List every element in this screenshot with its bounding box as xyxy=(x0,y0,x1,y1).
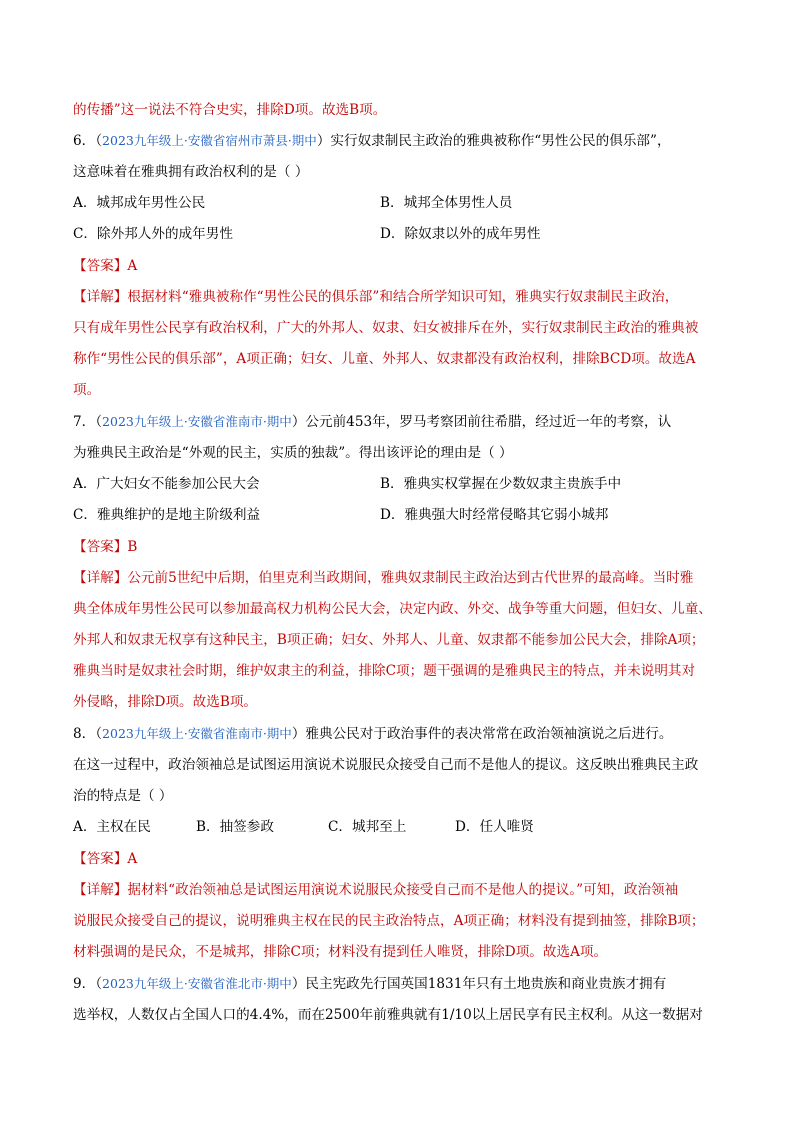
question-6-stem: 6．（2023九年级上·安徽省宿州市萧县·期中）实行奴隶制民主政治的雅典被称作“男性公民的俱乐部”， xyxy=(73,133,671,149)
question-6-stem-line2: 这意味着在雅典拥有政治权利的是（ ） xyxy=(73,164,309,180)
question-7-stem-line2: 为雅典民主政治是“外观的民主，实质的独裁”。得出该评论的理由是（ ） xyxy=(73,445,513,461)
question-source-link[interactable]: 2023九年级上·安徽省淮北市·期中 xyxy=(102,976,292,991)
question-source-link[interactable]: 2023九年级上·安徽省宿州市萧县·期中 xyxy=(102,133,317,148)
question-6-option-a: A．城邦成年男性公民 xyxy=(73,195,206,211)
question-6-option-b: B．城邦全体男性人员 xyxy=(380,195,513,211)
question-6-option-c: C．除外邦人外的成年男性 xyxy=(73,226,233,242)
question-7-option-b: B．雅典实权掌握在少数奴隶主贵族手中 xyxy=(380,476,622,492)
question-7-explanation: 外邦人和奴隶无权享有这种民主，B项正确；妇女、外邦人、儿童、奴隶都不能参加公民大会，排除A项； xyxy=(73,632,705,648)
question-7-explanation: 典全体成年男性公民可以参加最高权力机构公民大会，决定内政、外交、战争等重大问题，但妇女、儿童、 xyxy=(73,601,712,617)
question-number: 9．（ xyxy=(73,976,103,992)
question-number: 8．（ xyxy=(73,726,103,742)
question-8-option-d: D．任人唯贤 xyxy=(455,819,534,835)
question-7-option-a: A．广大妇女不能参加公民大会 xyxy=(73,476,260,492)
question-6-explanation: 称作“男性公民的俱乐部”，A项正确；妇女、儿童、外邦人、奴隶都没有政治权利，排除BCD项。故选A xyxy=(73,351,696,367)
question-7-stem: 7．（2023九年级上·安徽省淮南市·期中）公元前453年，罗马考察团前往希腊，经过近一年的考察，认 xyxy=(73,414,672,430)
question-7-explanation: 外侵略，排除D项。故选B项。 xyxy=(73,694,258,710)
question-8-answer: 【答案】A xyxy=(73,851,138,867)
question-9-stem: 9．（2023九年级上·安徽省淮北市·期中）民主宪政先行国英国1831年只有土地贵族和商业贵族才拥有 xyxy=(73,976,667,992)
question-8-stem-line2: 在这一过程中，政治领袖总是试图运用演说术说服民众接受自己而不是他人的提议。这反映出雅典民主政 xyxy=(73,757,699,773)
question-9-stem-line2: 选举权，人数仅占全国人口的4.4%，而在2500年前雅典就有1/10以上居民享有民主权利。从这一数据对 xyxy=(73,1007,703,1023)
prev-explanation-tail: 的传播”这一说法不符合史实，排除D项。故选B项。 xyxy=(73,102,387,118)
question-7-option-c: C．雅典维护的是地主阶级利益 xyxy=(73,507,261,523)
question-6-explanation: 项。 xyxy=(73,382,101,398)
question-8-explanation: 材料强调的是民众，不是城邦，排除C项；材料没有提到任人唯贤，排除D项。故选A项。 xyxy=(73,944,608,960)
question-8-option-c: C．城邦至上 xyxy=(328,819,407,835)
question-7-option-d: D．雅典强大时经常侵略其它弱小城邦 xyxy=(380,507,609,523)
question-8-option-b: B．抽签参政 xyxy=(196,819,274,835)
question-number: 7．（ xyxy=(73,414,103,430)
question-source-link[interactable]: 2023九年级上·安徽省淮南市·期中 xyxy=(102,726,292,741)
question-8-explanation: 说服民众接受自己的提议，说明雅典主权在民的民主政治特点，A项正确；材料没有提到抽签，排除B项； xyxy=(73,913,705,929)
question-8-option-a: A．主权在民 xyxy=(73,819,151,835)
question-6-explanation: 只有成年男性公民享有政治权利，广大的外邦人、奴隶、妇女被排斥在外，实行奴隶制民主政治的雅典被 xyxy=(73,320,699,336)
question-number: 6．（ xyxy=(73,133,103,149)
question-source-link[interactable]: 2023九年级上·安徽省淮南市·期中 xyxy=(102,414,292,429)
question-6-option-d: D．除奴隶以外的成年男性 xyxy=(380,226,541,242)
question-7-answer: 【答案】B xyxy=(73,539,138,555)
question-6-explanation: 【详解】根据材料“雅典被称作“男性公民的俱乐部”和结合所学知识可知，雅典实行奴隶制民主政治， xyxy=(73,289,679,305)
question-7-explanation: 【详解】公元前5世纪中后期，伯里克利当政期间，雅典奴隶制民主政治达到古代世界的最高峰。当时雅 xyxy=(73,570,694,586)
question-8-explanation: 【详解】据材料“政治领袖总是试图运用演说术说服民众接受自己而不是他人的提议。”可知，政治领袖 xyxy=(73,882,679,898)
question-7-explanation: 雅典当时是奴隶社会时期，维护奴隶主的利益，排除C项；题干强调的是雅典民主的特点，并未说明其对 xyxy=(73,663,696,679)
question-8-stem-line3: 治的特点是（ ） xyxy=(73,788,173,804)
question-8-stem: 8．（2023九年级上·安徽省淮南市·期中）雅典公民对于政治事件的表决常常在政治领袖演说之后进行。 xyxy=(73,726,673,742)
question-6-answer: 【答案】A xyxy=(73,258,138,274)
